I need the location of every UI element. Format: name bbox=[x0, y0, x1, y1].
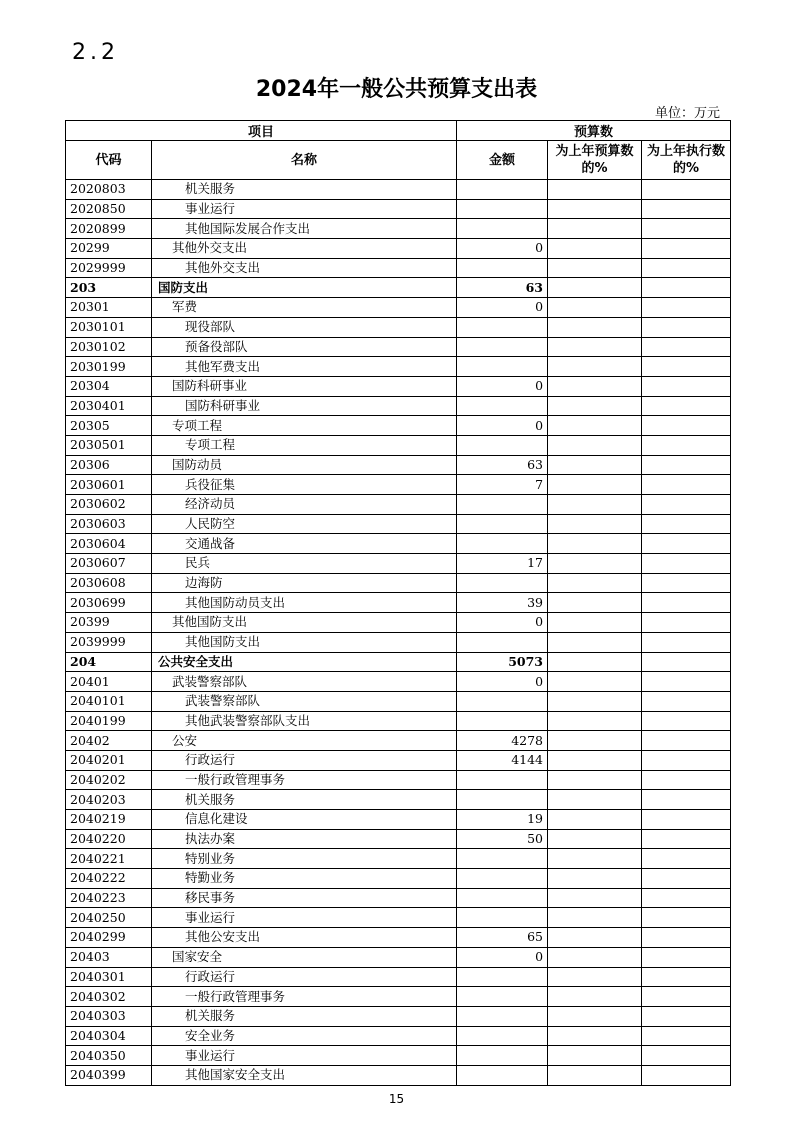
row-code: 20401 bbox=[66, 672, 152, 692]
table-row bbox=[66, 928, 731, 948]
row-pct-prev-exec bbox=[642, 849, 731, 869]
row-pct-prev-exec bbox=[642, 219, 731, 239]
row-amount bbox=[457, 573, 548, 593]
table-row bbox=[66, 239, 731, 259]
row-pct-prev-exec bbox=[642, 888, 731, 908]
row-amount bbox=[457, 317, 548, 337]
row-pct-prev-budget bbox=[548, 219, 642, 239]
row-pct-prev-budget bbox=[548, 731, 642, 751]
row-amount: 0 bbox=[457, 613, 548, 633]
row-name: 民兵 bbox=[152, 554, 457, 574]
row-pct-prev-budget bbox=[548, 652, 642, 672]
row-pct-prev-budget bbox=[548, 534, 642, 554]
row-name: 其他军费支出 bbox=[152, 357, 457, 377]
row-pct-prev-budget bbox=[548, 632, 642, 652]
row-pct-prev-exec bbox=[642, 317, 731, 337]
table-row bbox=[66, 357, 731, 377]
row-pct-prev-exec bbox=[642, 239, 731, 259]
row-pct-prev-budget bbox=[548, 278, 642, 298]
unit-label: 单位：万元 bbox=[654, 106, 720, 121]
row-name: 机关服务 bbox=[152, 1006, 457, 1026]
table-row bbox=[66, 770, 731, 790]
header-amount: 金额 bbox=[457, 141, 548, 180]
row-pct-prev-budget bbox=[548, 573, 642, 593]
row-name: 公共安全支出 bbox=[152, 652, 457, 672]
row-pct-prev-exec bbox=[642, 495, 731, 515]
row-pct-prev-exec bbox=[642, 770, 731, 790]
row-code: 2040350 bbox=[66, 1046, 152, 1066]
header-code: 代码 bbox=[66, 141, 152, 180]
row-code: 2020899 bbox=[66, 219, 152, 239]
row-name: 移民事务 bbox=[152, 888, 457, 908]
row-code: 2040201 bbox=[66, 750, 152, 770]
table-row bbox=[66, 987, 731, 1007]
row-name: 其他国防支出 bbox=[152, 632, 457, 652]
row-code: 2040219 bbox=[66, 810, 152, 830]
table-row bbox=[66, 672, 731, 692]
table-row bbox=[66, 278, 731, 298]
table-row bbox=[66, 947, 731, 967]
row-amount bbox=[457, 180, 548, 200]
row-name: 专项工程 bbox=[152, 435, 457, 455]
row-pct-prev-exec bbox=[642, 987, 731, 1007]
row-amount bbox=[457, 199, 548, 219]
header-pct-prev-exec: 为上年执行数的% bbox=[642, 141, 731, 180]
row-pct-prev-exec bbox=[642, 1026, 731, 1046]
row-name: 其他外交支出 bbox=[152, 239, 457, 259]
row-name: 兵役征集 bbox=[152, 475, 457, 495]
table-row bbox=[66, 317, 731, 337]
row-amount bbox=[457, 1046, 548, 1066]
row-pct-prev-budget bbox=[548, 514, 642, 534]
table-row bbox=[66, 573, 731, 593]
row-pct-prev-exec bbox=[642, 947, 731, 967]
row-code: 2029999 bbox=[66, 258, 152, 278]
row-amount bbox=[457, 219, 548, 239]
row-amount bbox=[457, 1065, 548, 1085]
table-row bbox=[66, 711, 731, 731]
row-pct-prev-budget bbox=[548, 357, 642, 377]
row-pct-prev-budget bbox=[548, 947, 642, 967]
row-code: 2040250 bbox=[66, 908, 152, 928]
row-code: 2040220 bbox=[66, 829, 152, 849]
row-code: 2020850 bbox=[66, 199, 152, 219]
row-code: 2030608 bbox=[66, 573, 152, 593]
row-code: 2030601 bbox=[66, 475, 152, 495]
row-pct-prev-exec bbox=[642, 672, 731, 692]
table-row bbox=[66, 180, 731, 200]
row-amount: 19 bbox=[457, 810, 548, 830]
table-row bbox=[66, 475, 731, 495]
table-body bbox=[66, 180, 731, 1086]
table-row bbox=[66, 1026, 731, 1046]
row-name: 交通战备 bbox=[152, 534, 457, 554]
row-code: 2040221 bbox=[66, 849, 152, 869]
row-pct-prev-budget bbox=[548, 416, 642, 436]
row-code: 20399 bbox=[66, 613, 152, 633]
row-code: 20403 bbox=[66, 947, 152, 967]
row-amount: 39 bbox=[457, 593, 548, 613]
table-row bbox=[66, 888, 731, 908]
row-pct-prev-exec bbox=[642, 416, 731, 436]
row-name: 信息化建设 bbox=[152, 810, 457, 830]
table-row bbox=[66, 790, 731, 810]
row-pct-prev-budget bbox=[548, 554, 642, 574]
row-code: 20402 bbox=[66, 731, 152, 751]
row-amount: 0 bbox=[457, 376, 548, 396]
table-header bbox=[66, 121, 731, 180]
row-name: 其他国际发展合作支出 bbox=[152, 219, 457, 239]
row-name: 一般行政管理事务 bbox=[152, 770, 457, 790]
header-name: 名称 bbox=[152, 141, 457, 180]
row-pct-prev-budget bbox=[548, 691, 642, 711]
row-pct-prev-budget bbox=[548, 928, 642, 948]
row-amount: 4144 bbox=[457, 750, 548, 770]
row-pct-prev-exec bbox=[642, 1006, 731, 1026]
row-pct-prev-budget bbox=[548, 258, 642, 278]
row-amount: 7 bbox=[457, 475, 548, 495]
row-pct-prev-exec bbox=[642, 534, 731, 554]
row-code: 2030102 bbox=[66, 337, 152, 357]
row-code: 2040101 bbox=[66, 691, 152, 711]
row-name: 国防科研事业 bbox=[152, 396, 457, 416]
row-amount bbox=[457, 337, 548, 357]
row-name: 执法办案 bbox=[152, 829, 457, 849]
row-code: 2030101 bbox=[66, 317, 152, 337]
row-amount bbox=[457, 711, 548, 731]
table-row bbox=[66, 416, 731, 436]
row-pct-prev-budget bbox=[548, 810, 642, 830]
row-pct-prev-exec bbox=[642, 180, 731, 200]
table-row bbox=[66, 258, 731, 278]
row-amount: 4278 bbox=[457, 731, 548, 751]
row-pct-prev-budget bbox=[548, 239, 642, 259]
table-row bbox=[66, 495, 731, 515]
row-pct-prev-exec bbox=[642, 357, 731, 377]
row-name: 特勤业务 bbox=[152, 869, 457, 889]
header-row-sub bbox=[66, 141, 731, 180]
row-name: 其他国防支出 bbox=[152, 613, 457, 633]
header-row-top bbox=[66, 121, 731, 141]
table-row bbox=[66, 613, 731, 633]
row-amount: 0 bbox=[457, 239, 548, 259]
row-pct-prev-exec bbox=[642, 790, 731, 810]
row-amount: 50 bbox=[457, 829, 548, 849]
row-amount bbox=[457, 967, 548, 987]
row-pct-prev-exec bbox=[642, 829, 731, 849]
row-amount bbox=[457, 869, 548, 889]
row-pct-prev-exec bbox=[642, 731, 731, 751]
row-amount bbox=[457, 357, 548, 377]
table-row bbox=[66, 534, 731, 554]
row-amount: 63 bbox=[457, 278, 548, 298]
row-pct-prev-exec bbox=[642, 199, 731, 219]
row-pct-prev-budget bbox=[548, 455, 642, 475]
row-amount bbox=[457, 435, 548, 455]
table-row bbox=[66, 435, 731, 455]
row-name: 事业运行 bbox=[152, 199, 457, 219]
table-row bbox=[66, 869, 731, 889]
row-code: 20299 bbox=[66, 239, 152, 259]
row-code: 20301 bbox=[66, 298, 152, 318]
row-pct-prev-exec bbox=[642, 869, 731, 889]
row-pct-prev-budget bbox=[548, 298, 642, 318]
row-pct-prev-exec bbox=[642, 278, 731, 298]
row-name: 专项工程 bbox=[152, 416, 457, 436]
row-name: 人民防空 bbox=[152, 514, 457, 534]
row-pct-prev-budget bbox=[548, 495, 642, 515]
row-name: 其他外交支出 bbox=[152, 258, 457, 278]
table-row bbox=[66, 691, 731, 711]
table-row bbox=[66, 219, 731, 239]
row-amount bbox=[457, 888, 548, 908]
row-pct-prev-exec bbox=[642, 455, 731, 475]
row-pct-prev-exec bbox=[642, 1046, 731, 1066]
row-amount: 65 bbox=[457, 928, 548, 948]
row-pct-prev-exec bbox=[642, 1065, 731, 1085]
row-pct-prev-exec bbox=[642, 967, 731, 987]
row-code: 2040223 bbox=[66, 888, 152, 908]
row-name: 其他国家安全支出 bbox=[152, 1065, 457, 1085]
row-amount bbox=[457, 514, 548, 534]
row-pct-prev-budget bbox=[548, 435, 642, 455]
row-code: 2040302 bbox=[66, 987, 152, 1007]
table-row bbox=[66, 829, 731, 849]
row-name: 国防动员 bbox=[152, 455, 457, 475]
row-pct-prev-budget bbox=[548, 849, 642, 869]
row-code: 2030607 bbox=[66, 554, 152, 574]
row-amount bbox=[457, 495, 548, 515]
row-code: 2040202 bbox=[66, 770, 152, 790]
row-pct-prev-exec bbox=[642, 691, 731, 711]
row-pct-prev-budget bbox=[548, 711, 642, 731]
row-amount bbox=[457, 396, 548, 416]
table-row bbox=[66, 593, 731, 613]
row-name: 事业运行 bbox=[152, 908, 457, 928]
row-name: 经济动员 bbox=[152, 495, 457, 515]
row-pct-prev-budget bbox=[548, 987, 642, 1007]
row-code: 2030604 bbox=[66, 534, 152, 554]
row-code: 2040222 bbox=[66, 869, 152, 889]
row-code: 2030699 bbox=[66, 593, 152, 613]
row-amount bbox=[457, 849, 548, 869]
row-code: 2030501 bbox=[66, 435, 152, 455]
row-code: 203 bbox=[66, 278, 152, 298]
row-name: 安全业务 bbox=[152, 1026, 457, 1046]
row-pct-prev-exec bbox=[642, 711, 731, 731]
row-pct-prev-budget bbox=[548, 1065, 642, 1085]
row-amount: 17 bbox=[457, 554, 548, 574]
table-row bbox=[66, 731, 731, 751]
row-amount bbox=[457, 258, 548, 278]
table-row bbox=[66, 337, 731, 357]
row-code: 2030602 bbox=[66, 495, 152, 515]
row-pct-prev-budget bbox=[548, 1006, 642, 1026]
row-pct-prev-exec bbox=[642, 475, 731, 495]
row-code: 20304 bbox=[66, 376, 152, 396]
row-amount: 0 bbox=[457, 947, 548, 967]
row-pct-prev-budget bbox=[548, 475, 642, 495]
row-pct-prev-exec bbox=[642, 652, 731, 672]
page-number: 15 bbox=[388, 1092, 405, 1106]
row-name: 其他国防动员支出 bbox=[152, 593, 457, 613]
row-pct-prev-budget bbox=[548, 770, 642, 790]
row-code: 2040399 bbox=[66, 1065, 152, 1085]
row-amount bbox=[457, 987, 548, 1007]
row-code: 20305 bbox=[66, 416, 152, 436]
row-amount bbox=[457, 1026, 548, 1046]
row-pct-prev-budget bbox=[548, 967, 642, 987]
row-code: 2030199 bbox=[66, 357, 152, 377]
table-row bbox=[66, 1065, 731, 1085]
row-pct-prev-budget bbox=[548, 593, 642, 613]
row-name: 事业运行 bbox=[152, 1046, 457, 1066]
row-pct-prev-exec bbox=[642, 376, 731, 396]
row-pct-prev-exec bbox=[642, 298, 731, 318]
row-pct-prev-exec bbox=[642, 750, 731, 770]
table-row bbox=[66, 849, 731, 869]
table-row bbox=[66, 1046, 731, 1066]
row-name: 特别业务 bbox=[152, 849, 457, 869]
row-amount bbox=[457, 632, 548, 652]
row-name: 机关服务 bbox=[152, 790, 457, 810]
table-row bbox=[66, 810, 731, 830]
row-code: 20306 bbox=[66, 455, 152, 475]
row-pct-prev-exec bbox=[642, 573, 731, 593]
row-pct-prev-budget bbox=[548, 888, 642, 908]
row-name: 公安 bbox=[152, 731, 457, 751]
row-amount bbox=[457, 534, 548, 554]
row-amount: 5073 bbox=[457, 652, 548, 672]
row-pct-prev-budget bbox=[548, 337, 642, 357]
table-row bbox=[66, 967, 731, 987]
row-name: 国防支出 bbox=[152, 278, 457, 298]
row-pct-prev-exec bbox=[642, 810, 731, 830]
row-name: 武装警察部队 bbox=[152, 691, 457, 711]
row-pct-prev-budget bbox=[548, 908, 642, 928]
row-pct-prev-budget bbox=[548, 790, 642, 810]
table-row bbox=[66, 652, 731, 672]
row-amount bbox=[457, 691, 548, 711]
table-row bbox=[66, 632, 731, 652]
table-row bbox=[66, 199, 731, 219]
row-amount: 0 bbox=[457, 298, 548, 318]
row-name: 预备役部队 bbox=[152, 337, 457, 357]
row-code: 2030603 bbox=[66, 514, 152, 534]
row-name: 其他公安支出 bbox=[152, 928, 457, 948]
row-amount bbox=[457, 790, 548, 810]
row-code: 2040304 bbox=[66, 1026, 152, 1046]
row-name: 军费 bbox=[152, 298, 457, 318]
row-pct-prev-budget bbox=[548, 396, 642, 416]
row-pct-prev-budget bbox=[548, 180, 642, 200]
row-pct-prev-budget bbox=[548, 199, 642, 219]
page-title: 2024年一般公共预算支出表 bbox=[255, 77, 538, 102]
row-code: 2040299 bbox=[66, 928, 152, 948]
row-pct-prev-budget bbox=[548, 376, 642, 396]
row-code: 2040303 bbox=[66, 1006, 152, 1026]
table-row bbox=[66, 554, 731, 574]
section-number: 2.2 bbox=[72, 40, 119, 65]
row-name: 一般行政管理事务 bbox=[152, 987, 457, 1007]
row-name: 行政运行 bbox=[152, 750, 457, 770]
table-row bbox=[66, 514, 731, 534]
row-code: 2040203 bbox=[66, 790, 152, 810]
header-project: 项目 bbox=[66, 121, 457, 141]
row-pct-prev-exec bbox=[642, 514, 731, 534]
row-pct-prev-exec bbox=[642, 593, 731, 613]
row-name: 武装警察部队 bbox=[152, 672, 457, 692]
table-row bbox=[66, 376, 731, 396]
table-row bbox=[66, 1006, 731, 1026]
row-amount: 0 bbox=[457, 672, 548, 692]
row-code: 2020803 bbox=[66, 180, 152, 200]
row-pct-prev-exec bbox=[642, 632, 731, 652]
table-row bbox=[66, 750, 731, 770]
row-name: 行政运行 bbox=[152, 967, 457, 987]
row-code: 2039999 bbox=[66, 632, 152, 652]
table-row bbox=[66, 298, 731, 318]
row-amount: 0 bbox=[457, 416, 548, 436]
row-pct-prev-budget bbox=[548, 750, 642, 770]
row-code: 2040301 bbox=[66, 967, 152, 987]
row-pct-prev-budget bbox=[548, 1026, 642, 1046]
row-pct-prev-budget bbox=[548, 672, 642, 692]
header-budget: 预算数 bbox=[457, 121, 731, 141]
row-pct-prev-budget bbox=[548, 613, 642, 633]
row-name: 边海防 bbox=[152, 573, 457, 593]
table-row bbox=[66, 908, 731, 928]
row-pct-prev-budget bbox=[548, 829, 642, 849]
row-pct-prev-budget bbox=[548, 317, 642, 337]
row-pct-prev-budget bbox=[548, 1046, 642, 1066]
row-code: 2040199 bbox=[66, 711, 152, 731]
row-amount bbox=[457, 1006, 548, 1026]
budget-table bbox=[65, 120, 731, 1086]
row-name: 现役部队 bbox=[152, 317, 457, 337]
row-pct-prev-exec bbox=[642, 258, 731, 278]
row-pct-prev-exec bbox=[642, 435, 731, 455]
row-amount bbox=[457, 908, 548, 928]
row-pct-prev-exec bbox=[642, 928, 731, 948]
header-pct-prev-budget: 为上年预算数的% bbox=[548, 141, 642, 180]
row-name: 国家安全 bbox=[152, 947, 457, 967]
table-row bbox=[66, 455, 731, 475]
table-row bbox=[66, 396, 731, 416]
row-amount: 63 bbox=[457, 455, 548, 475]
row-amount bbox=[457, 770, 548, 790]
row-code: 204 bbox=[66, 652, 152, 672]
row-pct-prev-exec bbox=[642, 908, 731, 928]
row-pct-prev-exec bbox=[642, 613, 731, 633]
row-name: 国防科研事业 bbox=[152, 376, 457, 396]
row-pct-prev-exec bbox=[642, 337, 731, 357]
row-pct-prev-exec bbox=[642, 396, 731, 416]
row-pct-prev-exec bbox=[642, 554, 731, 574]
row-code: 2030401 bbox=[66, 396, 152, 416]
row-name: 其他武装警察部队支出 bbox=[152, 711, 457, 731]
row-name: 机关服务 bbox=[152, 180, 457, 200]
row-pct-prev-budget bbox=[548, 869, 642, 889]
